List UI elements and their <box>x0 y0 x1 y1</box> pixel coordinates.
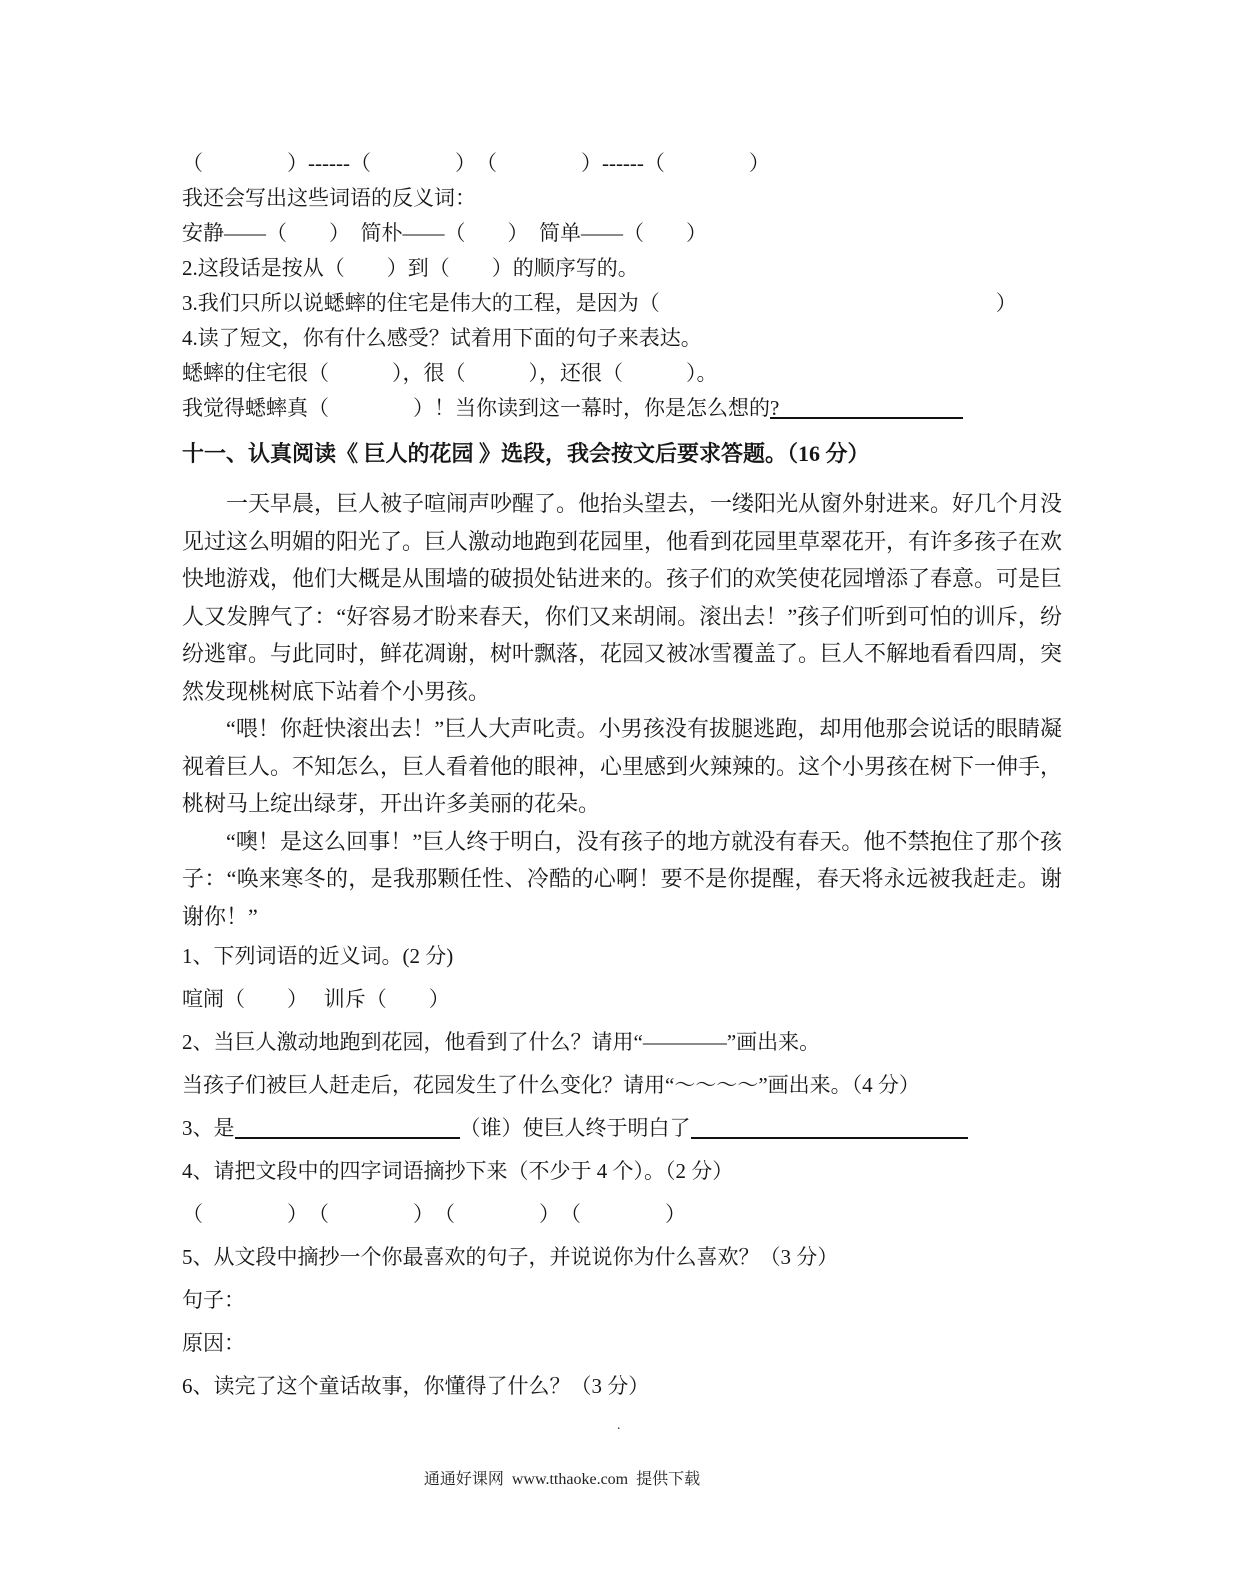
answer-blank <box>691 1117 968 1139</box>
question-3-prefix: 3、是 <box>182 1116 235 1140</box>
antonym-fill-line: 安静——（ ） 简朴——（ ） 简单——（ ） <box>182 221 707 245</box>
stray-dot-mark: . <box>617 1418 621 1433</box>
question-3-reason: 3.我们只所以说蟋蟀的住宅是伟大的工程，是因为（ ） <box>182 291 1017 315</box>
page-content <box>182 152 1062 1418</box>
question-1-fill: 喧闹（ ） 训斥（ ） <box>182 987 450 1011</box>
question-5: 5、从文段中摘抄一个你最喜欢的句子，并说说你为什么喜欢？（3 分） <box>182 1245 839 1269</box>
question-4-fill: （ ） （ ） （ ） （ ） <box>182 1202 686 1226</box>
question-2-order: 2.这段话是按从（ ）到（ ）的顺序写的。 <box>182 256 639 280</box>
question-4: 4、请把文段中的四字词语摘抄下来（不少于 4 个）。（2 分） <box>182 1159 734 1183</box>
question-5-line <box>182 397 1062 419</box>
question-list <box>182 945 1062 1397</box>
question-2a: 2、当巨人激动地跑到花园，他看到了什么？请用“————”画出来。 <box>182 1030 821 1054</box>
question-3-line <box>182 1117 1062 1139</box>
fill-in-blanks-line: （ ）------（ ） （ ）------（ ） <box>182 151 770 175</box>
reading-passage <box>182 485 1062 935</box>
answer-blank: ? <box>770 397 963 419</box>
question-5-sentence-label: 句子： <box>182 1288 245 1312</box>
question-1: 1、下列词语的近义词。(2 分) <box>182 944 454 968</box>
passage-paragraph: “喂！你赶快滚出去！”巨人大声叱责。小男孩没有拔腿逃跑，却用他那会说话的眼睛凝视着巨人。不知怎么，巨人看着他的眼神，心里感到火辣辣的。这个小男孩在树下一伸手，桃树马上绽出绿芽，开出许多美丽的花朵。 <box>182 716 1063 816</box>
passage-paragraph: “噢！是这么回事！”巨人终于明白，没有孩子的地方就没有春天。他不禁抱住了那个孩子：“唤来寒冬的，是我那颗任性、冷酷的心啊！要不是你提醒，春天将永远被我赶走。谢谢你！” <box>182 828 1062 929</box>
antonym-intro: 我还会写出这些词语的反义词： <box>182 186 476 210</box>
footer-text: 通通好课网 www.tthaoke.com 提供下载 <box>423 1471 701 1488</box>
question-5-reason-label: 原因： <box>182 1331 245 1355</box>
question-4-intro: 4.读了短文，你有什么感受？试着用下面的句子来表达。 <box>182 326 702 350</box>
question-2b: 当孩子们被巨人赶走后，花园发生了什么变化？请用“～～～～”画出来。（4 分） <box>182 1073 920 1097</box>
question-4-fill: 蟋蟀的住宅很（ ），很（ ），还很（ ）。 <box>182 361 718 385</box>
section-eleven-heading: 十一、认真阅读《 巨人的花园 》选段，我会按文后要求答题。（16 分） <box>182 441 870 466</box>
answer-blank <box>235 1117 460 1139</box>
passage-paragraph: 一天早晨，巨人被子喧闹声吵醒了。他抬头望去，一缕阳光从窗外射进来。好几个月没见过这么明媚的阳光了。巨人激动地跑到花园里，他看到花园里草翠花开，有许多孩子在欢快地游戏，他们大概是从围墙的破损处钻进来的。孩子们的欢笑使花园增添了春意。可是巨人又发脾气了：“好容易才盼来春天，你们又来胡闹。滚出去！”孩子们听到可怕的训斥，纷纷逃窜。与此同时，鲜花凋谢，树叶飘落，花园又被冰雪覆盖了。巨人不解地看看四周，突然发现桃树底下站着个小男孩。 <box>182 491 1063 704</box>
question-6: 6、读完了这个童话故事，你懂得了什么？（3 分） <box>182 1374 650 1398</box>
question-3-mid: （谁）使巨人终于明白了 <box>459 1116 691 1140</box>
question-5-prefix: 我觉得蟋蟀真（ ）！当你读到这一幕时，你是怎么想的 <box>182 396 770 420</box>
